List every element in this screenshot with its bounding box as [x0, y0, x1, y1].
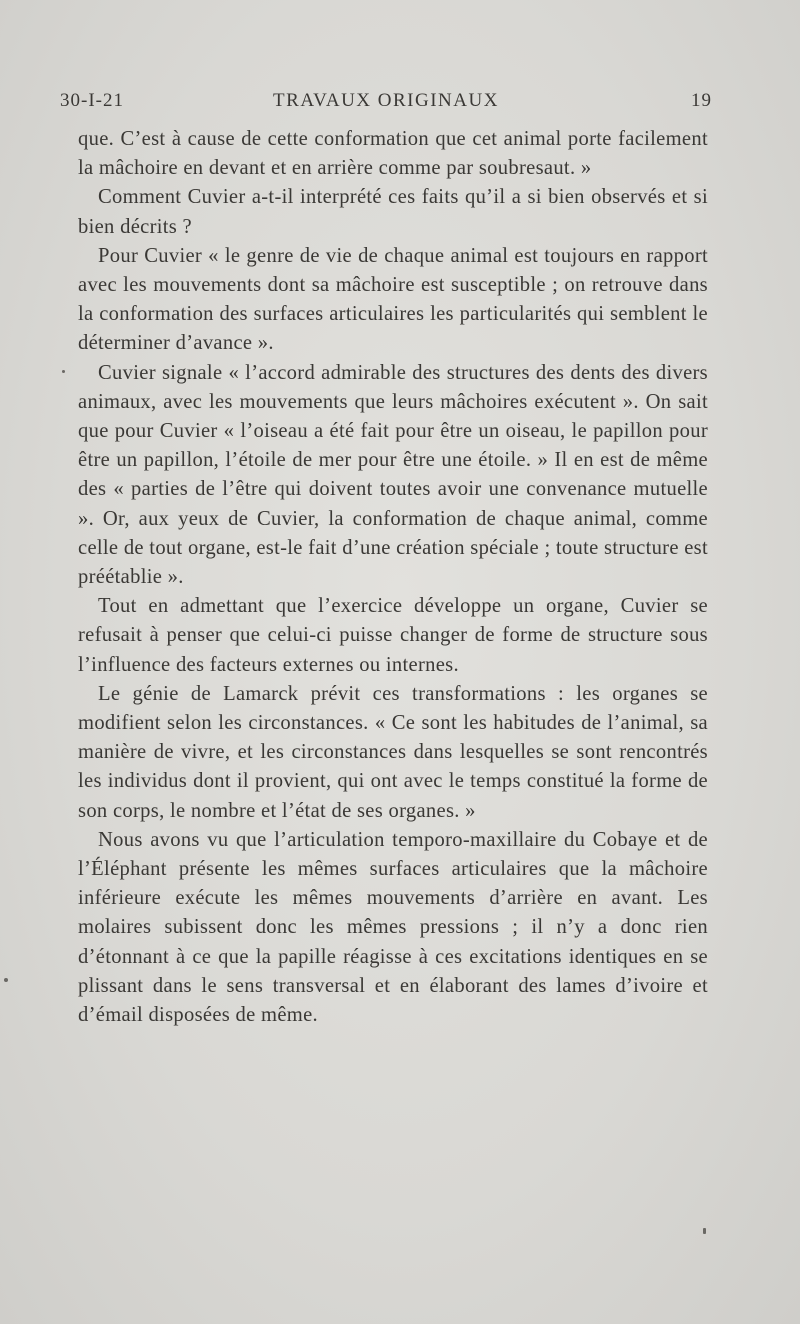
ink-speck: [62, 370, 65, 373]
paragraph: Comment Cuvier a-t-il interprété ces faits qu’il a si bien observés et si bien décrits ?: [78, 186, 708, 238]
page-number: 19: [691, 90, 712, 111]
paragraph-continued: que. C’est à cause de cette conformation que cet animal porte facilement la mâchoire en devant et en arrière comme par soubresaut. »: [78, 128, 708, 180]
running-title: TRAVAUX ORIGINAUX: [273, 90, 499, 111]
ink-speck: [4, 978, 8, 982]
paragraph: Tout en admettant que l’exercice développe un organe, Cuvier se refusait à penser que celui-ci puisse changer de forme de structure sous l’influence des facteurs externes ou internes.: [78, 595, 708, 676]
paragraph: Le génie de Lamarck prévit ces transformations : les organes se modifient selon les circonstances. « Ce sont les habitudes de l’animal, sa manière de vivre, et les circonstances dans lesquelles se sont rencontrés les individus dont il provient, qui ont avec le temps constitué la forme de son corps, le nombre et l’état de ses organes. »: [78, 682, 708, 822]
paragraph: Pour Cuvier « le genre de vie de chaque animal est toujours en rapport avec les mouvements dont sa mâchoire est susceptible ; on retrouve dans la conformation des surfaces articulaires les particularités qui semblent le déterminer d’avance ».: [78, 244, 708, 355]
page-body: [78, 125, 708, 1030]
ink-speck: [703, 1228, 706, 1234]
header-date: 30-I-21: [60, 90, 124, 111]
running-header: [60, 90, 712, 120]
paragraph: Nous avons vu que l’articulation temporo-maxillaire du Cobaye et de l’Éléphant présente les mêmes surfaces articulaires que la mâchoire inférieure exécute les mêmes mouvements d’arrière en avant. Les molaires subissent donc les mêmes pressions ; il n’y a donc rien d’étonnant à ce que la papille réagisse à ces excitations identiques en se plissant dans le sens transversal et en élaborant des lames d’ivoire et d’émail disposées de même.: [78, 828, 708, 1027]
paragraph: Cuvier signale « l’accord admirable des structures des dents des divers animaux, avec les mouvements que leurs mâchoires exécutent ». On sait que pour Cuvier « l’oiseau a été fait pour être un oiseau, le papillon pour être un papillon, l’étoile de mer pour être une étoile. » Il en est de même des « parties de l’être qui doivent toutes avoir une convenance mutuelle ». Or, aux yeux de Cuvier, la conformation de chaque animal, comme celle de tout organe, est-le fait d’une création spéciale ; toute structure est préétablie ».: [78, 361, 709, 589]
